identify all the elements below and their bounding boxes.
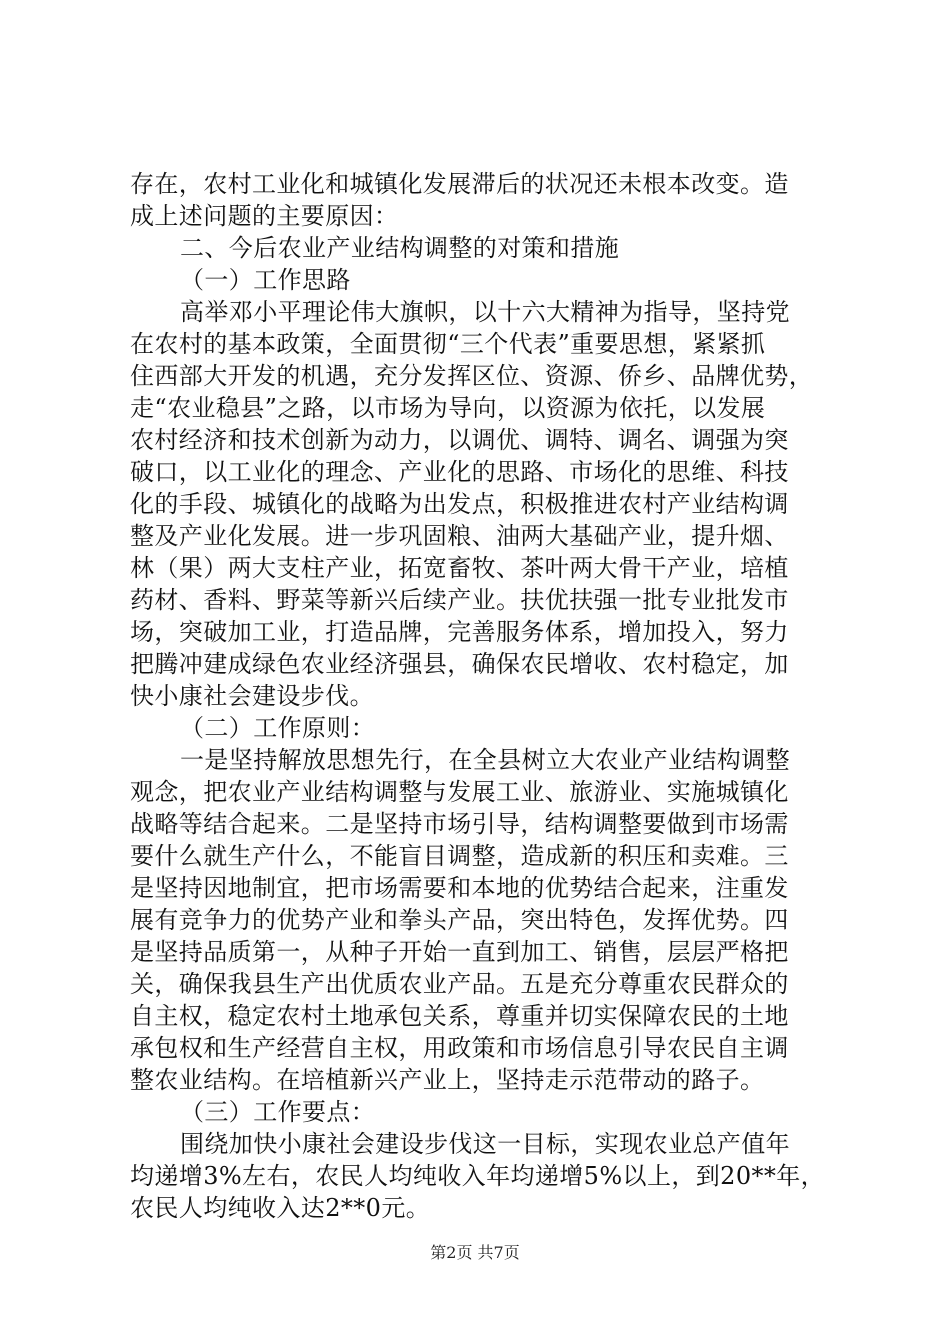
text-line: 高举邓小平理论伟大旗帜，以十六大精神为指导，坚持党 xyxy=(180,298,790,326)
text-line: 农村经济和技术创新为动力，以调优、调特、调名、调强为突 xyxy=(130,426,789,454)
text-line: 化的手段、城镇化的战略为出发点，积极推进农村产业结构调 xyxy=(130,490,789,518)
text-line: 整及产业化发展。进一步巩固粮、油两大基础产业，提升烟、 xyxy=(130,522,789,550)
text-line: 战略等结合起来。二是坚持市场引导，结构调整要做到市场需 xyxy=(130,810,789,838)
text-line: 存在，农村工业化和城镇化发展滞后的状况还未根本改变。造 xyxy=(130,170,789,198)
text-line: 快小康社会建设步伐。 xyxy=(130,682,374,710)
subsection-heading: （一）工作思路 xyxy=(180,266,351,294)
text-line: 药材、香料、野菜等新兴后续产业。扶优扶强一批专业批发市 xyxy=(130,586,789,614)
text-line: 成上述问题的主要原因： xyxy=(130,202,399,230)
text-line: 走“农业稳县”之路，以市场为导向，以资源为依托，以发展 xyxy=(130,394,766,422)
text-line: 均递增3%左右，农民人均纯收入年均递增5%以上，到20**年， xyxy=(130,1162,826,1190)
text-line: 承包权和生产经营自主权，用政策和市场信息引导农民自主调 xyxy=(130,1034,789,1062)
section-heading: 二、今后农业产业结构调整的对策和措施 xyxy=(180,234,620,262)
text-line: 把腾冲建成绿色农业经济强县，确保农民增收、农村稳定，加 xyxy=(130,650,789,678)
document-body xyxy=(130,168,830,1224)
text-line: 要什么就生产什么，不能盲目调整，造成新的积压和卖难。三 xyxy=(130,842,789,870)
text-line: 场，突破加工业，打造品牌，完善服务体系，增加投入，努力 xyxy=(130,618,789,646)
text-line: 农民人均纯收入达2**0元。 xyxy=(130,1194,431,1222)
text-line: 展有竞争力的优势产业和拳头产品，突出特色，发挥优势。四 xyxy=(130,906,789,934)
text-line: 自主权，稳定农村土地承包关系，尊重并切实保障农民的土地 xyxy=(130,1002,789,1030)
text-line: 在农村的基本政策，全面贯彻“三个代表”重要思想，紧紧抓 xyxy=(130,330,766,358)
text-line: 一是坚持解放思想先行，在全县树立大农业产业结构调整 xyxy=(180,746,790,774)
text-line: 观念，把农业产业结构调整与发展工业、旅游业、实施城镇化 xyxy=(130,778,789,806)
text-line: 是坚持品质第一，从种子开始一直到加工、销售，层层严格把 xyxy=(130,938,789,966)
text-line: 是坚持因地制宜，把市场需要和本地的优势结合起来，注重发 xyxy=(130,874,789,902)
subsection-heading: （二）工作原则： xyxy=(180,714,376,742)
text-line: 关，确保我县生产出优质农业产品。五是充分尊重农民群众的 xyxy=(130,970,789,998)
text-line: 住西部大开发的机遇，充分发挥区位、资源、侨乡、品牌优势， xyxy=(130,362,814,390)
text-line: 围绕加快小康社会建设步伐这一目标，实现农业总产值年 xyxy=(180,1130,790,1158)
text-line: 破口，以工业化的理念、产业化的思路、市场化的思维、科技 xyxy=(130,458,789,486)
text-line: 整农业结构。在培植新兴产业上，坚持走示范带动的路子。 xyxy=(130,1066,765,1094)
text-line: 林（果）两大支柱产业，拓宽畜牧、茶叶两大骨干产业，培植 xyxy=(130,554,789,582)
subsection-heading: （三）工作要点： xyxy=(180,1098,376,1126)
page-footer: 第2页 共7页 xyxy=(430,1243,520,1262)
